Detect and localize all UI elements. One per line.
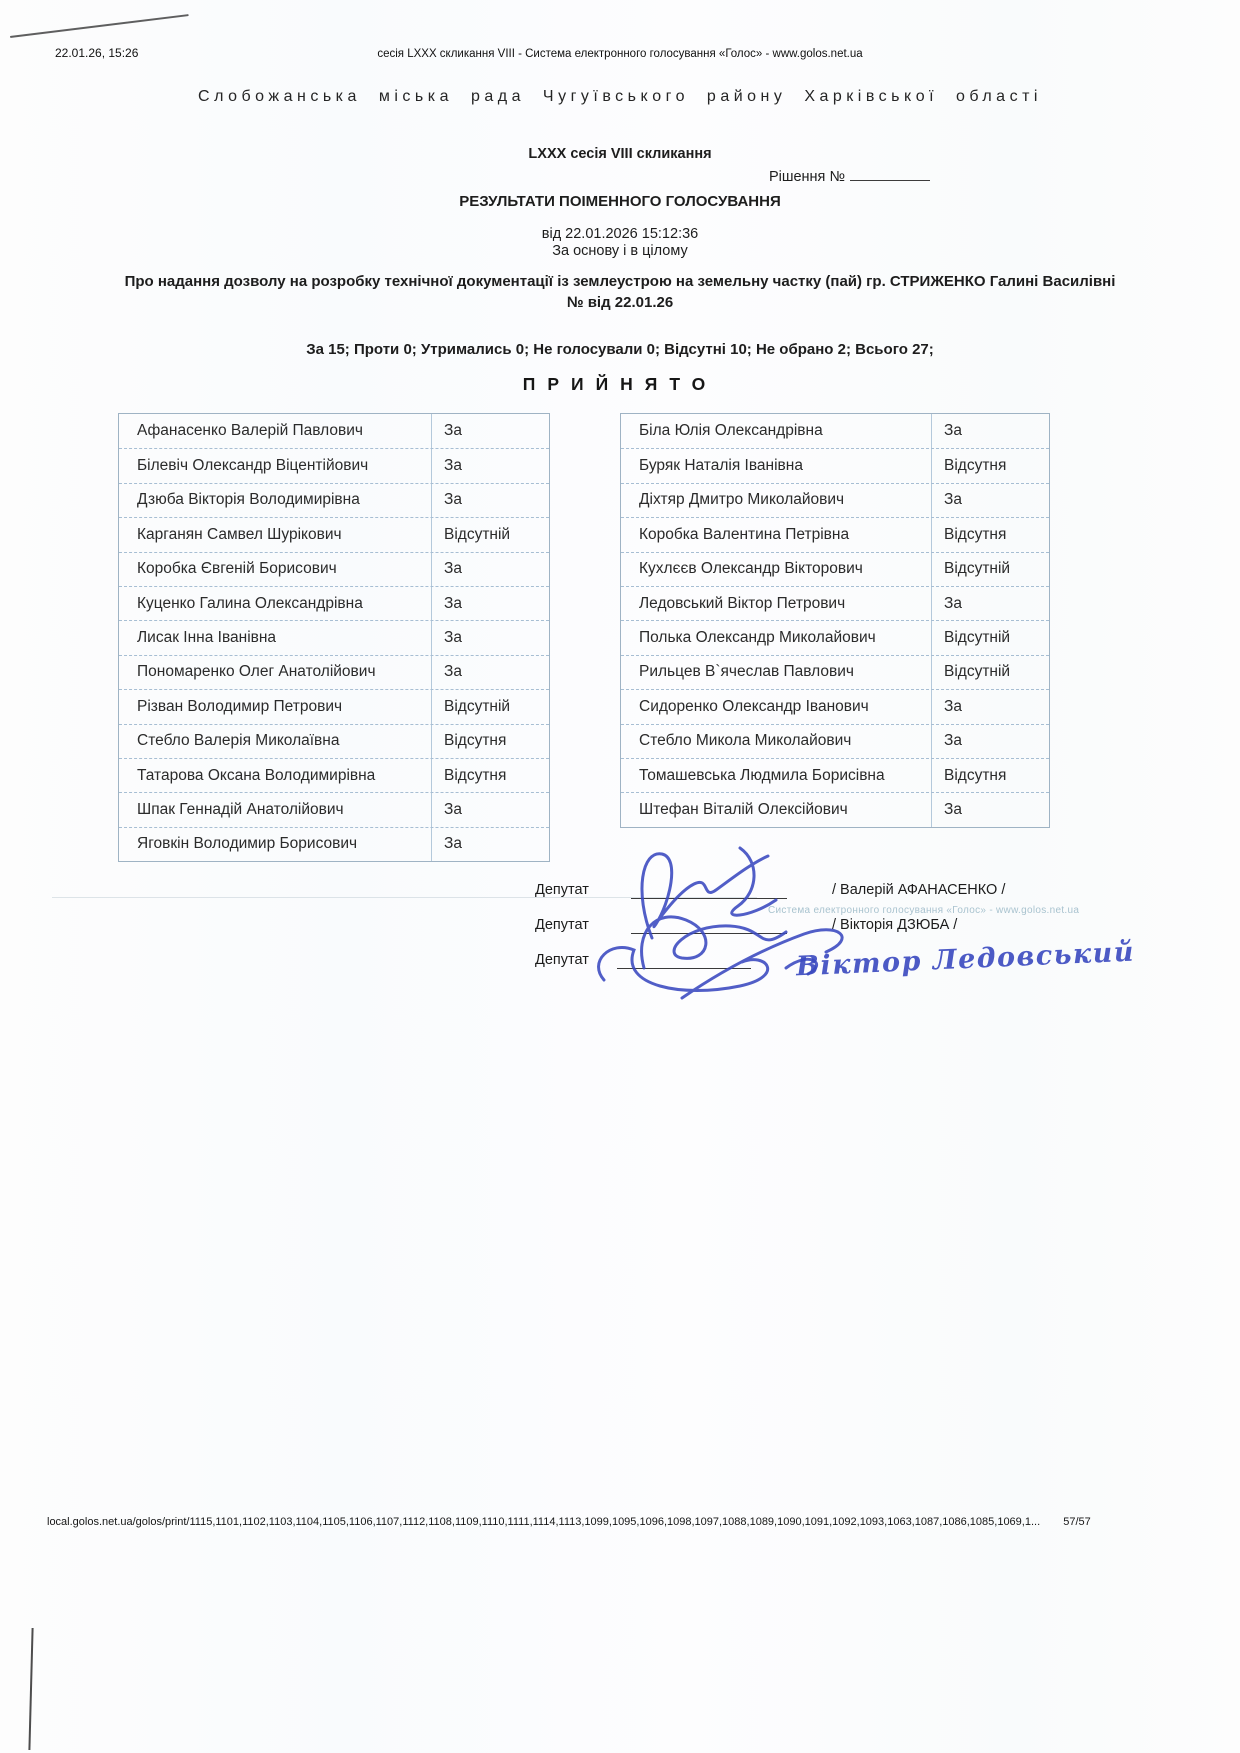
deputy-name: Сидоренко Олександр Іванович bbox=[639, 697, 869, 715]
table-row bbox=[119, 827, 549, 861]
table-row bbox=[119, 689, 549, 723]
vote-value: Відсутня bbox=[931, 759, 1049, 792]
table-row bbox=[621, 414, 1049, 448]
deputy-name: Томашевська Людмила Борисівна bbox=[639, 766, 885, 784]
vote-value: Відсутній bbox=[931, 621, 1049, 654]
table-row bbox=[621, 758, 1049, 792]
deputy-name: Карганян Самвел Шурікович bbox=[137, 525, 342, 543]
vote-value: За bbox=[931, 587, 1049, 620]
deputy-name: Яговкін Володимир Борисович bbox=[137, 835, 358, 853]
vote-value: За bbox=[431, 621, 549, 654]
vote-value: За bbox=[931, 725, 1049, 758]
table-row bbox=[119, 414, 549, 448]
table-row bbox=[119, 655, 549, 689]
deputy-name: Штефан Віталій Олексійович bbox=[639, 800, 848, 818]
table-row bbox=[621, 689, 1049, 723]
signature-name: / Вікторія ДЗЮБА / bbox=[832, 916, 958, 933]
deputy-name: Полька Олександр Миколайович bbox=[639, 629, 876, 647]
subject-number-line: № від 22.01.26 bbox=[566, 294, 674, 312]
subject-block bbox=[115, 272, 1125, 314]
vote-value: За bbox=[431, 414, 549, 448]
scan-artifact-line-bottom bbox=[28, 1628, 33, 1750]
handwritten-signature-name: Віктор Ледовський bbox=[795, 936, 1136, 983]
results-heading: РЕЗУЛЬТАТИ ПОІМЕННОГО ГОЛОСУВАННЯ bbox=[459, 193, 781, 210]
vote-value: За bbox=[431, 656, 549, 689]
deputy-name: Стебло Валерія Миколаївна bbox=[137, 732, 340, 750]
table-row bbox=[621, 620, 1049, 654]
vote-value: За bbox=[431, 587, 549, 620]
deputy-name: Коробка Валентина Петрівна bbox=[639, 525, 850, 543]
deputy-name: Татарова Оксана Володимирівна bbox=[137, 766, 376, 784]
deputy-name: Коробка Євгеній Борисович bbox=[137, 560, 337, 578]
vote-value: Відсутня bbox=[931, 449, 1049, 482]
deputy-name: Афанасенко Валерій Павлович bbox=[137, 422, 363, 440]
vote-value: За bbox=[431, 484, 549, 517]
print-footer-url: local.golos.net.ua/golos/print/1115,1101,1102,1103,1104,1105,1106,1107,1112,1108,1109,1110,1111,1114,1113,1099,1095,1096,1098,1097,1088,1089,1090,1091,1092,1093,1063,1087,1086,1085,1069,1... bbox=[47, 1516, 1041, 1528]
vote-value: За bbox=[931, 793, 1049, 826]
vote-table-right bbox=[620, 413, 1050, 828]
vote-value: За bbox=[431, 828, 549, 861]
vote-value: Відсутній bbox=[931, 553, 1049, 586]
vote-basis-line: За основу і в цілому bbox=[552, 243, 688, 259]
vote-table-left bbox=[118, 413, 550, 862]
vote-value: За bbox=[931, 484, 1049, 517]
table-row bbox=[621, 517, 1049, 551]
vote-value: Відсутній bbox=[431, 518, 549, 551]
vote-value: Відсутній bbox=[931, 656, 1049, 689]
scan-artifact-line-top bbox=[10, 14, 189, 38]
deputy-label: Депутат bbox=[535, 916, 589, 933]
table-row bbox=[621, 483, 1049, 517]
table-row bbox=[621, 792, 1049, 826]
vote-value: Відсутній bbox=[431, 690, 549, 723]
council-title: Слобожанська міська рада Чугуївського району Харківської області bbox=[198, 88, 1042, 105]
table-row bbox=[119, 517, 549, 551]
signature-line bbox=[631, 916, 787, 934]
table-row bbox=[119, 792, 549, 826]
signature-row bbox=[535, 872, 1135, 907]
deputy-label: Депутат bbox=[535, 951, 589, 968]
vote-value: За bbox=[431, 553, 549, 586]
table-row bbox=[119, 758, 549, 792]
deputy-name: Кухлєєв Олександр Вікторович bbox=[639, 560, 863, 578]
deputy-name: Дзюба Вікторія Володимирівна bbox=[137, 491, 360, 509]
deputy-name: Буряк Наталія Іванівна bbox=[639, 457, 803, 475]
deputy-name: Біла Юлія Олександрівна bbox=[639, 422, 823, 440]
deputy-name: Куценко Галина Олександрівна bbox=[137, 594, 363, 612]
deputy-name: Рильцев В`ячеслав Павлович bbox=[639, 663, 854, 681]
table-row bbox=[119, 724, 549, 758]
vote-result-status: ПРИЙНЯТО bbox=[522, 374, 718, 394]
deputy-name: Шпак Геннадій Анатолійович bbox=[137, 800, 344, 818]
table-row bbox=[621, 552, 1049, 586]
signature-row bbox=[535, 936, 1136, 983]
deputy-name: Пономаренко Олег Анатолійович bbox=[137, 663, 376, 681]
deputy-name: Стебло Микола Миколайович bbox=[639, 732, 852, 750]
vote-value: За bbox=[431, 793, 549, 826]
vote-summary-line: За 15; Проти 0; Утримались 0; Не голосували 0; Відсутні 10; Не обрано 2; Всього 27; bbox=[306, 341, 934, 358]
session-title: LXXX сесія VIII скликання bbox=[528, 146, 712, 162]
deputy-label: Депутат bbox=[535, 881, 589, 898]
vote-value: За bbox=[931, 414, 1049, 448]
signatures-block bbox=[535, 872, 1136, 983]
table-row bbox=[621, 655, 1049, 689]
decision-number-row bbox=[769, 166, 930, 185]
table-row bbox=[621, 448, 1049, 482]
signature-line bbox=[617, 951, 751, 969]
deputy-name: Білевіч Олександр Віцентійович bbox=[137, 457, 369, 475]
table-row bbox=[119, 586, 549, 620]
subject-text: Про надання дозволу на розробку технічної документації із землеустрою на земельну частку (пай) гр. СТРИЖЕНКО Галині Василівні bbox=[124, 273, 1116, 290]
deputy-name: Діхтяр Дмитро Миколайович bbox=[639, 491, 845, 509]
signature-line bbox=[631, 881, 787, 899]
watermark-text: Система електронного голосування «Голос» - www.golos.net.ua bbox=[768, 905, 1080, 916]
print-datetime: 22.01.26, 15:26 bbox=[55, 46, 139, 60]
vote-value: За bbox=[931, 690, 1049, 723]
deputy-name: Різван Володимир Петрович bbox=[137, 697, 343, 715]
table-row bbox=[119, 552, 549, 586]
vote-value: За bbox=[431, 449, 549, 482]
vote-datetime-line: від 22.01.2026 15:12:36 bbox=[541, 226, 699, 242]
deputy-name: Лисак Інна Іванівна bbox=[137, 629, 277, 647]
table-row bbox=[119, 620, 549, 654]
decision-number-blank-line bbox=[850, 166, 930, 181]
vote-value: Відсутня bbox=[931, 518, 1049, 551]
table-row bbox=[119, 483, 549, 517]
print-page-title: сесія LXXX скликання VIII - Система електронного голосування «Голос» - www.golos.net.ua bbox=[377, 48, 863, 60]
print-page-number: 57/57 bbox=[1063, 1516, 1091, 1528]
table-row bbox=[621, 724, 1049, 758]
table-row bbox=[119, 448, 549, 482]
decision-number-label: Рішення № bbox=[768, 169, 845, 185]
deputy-name: Ледовський Віктор Петрович bbox=[639, 594, 846, 612]
table-row bbox=[621, 586, 1049, 620]
vote-value: Відсутня bbox=[431, 725, 549, 758]
signature-name: / Валерій АФАНАСЕНКО / bbox=[832, 881, 1006, 898]
vote-value: Відсутня bbox=[431, 759, 549, 792]
print-footer bbox=[47, 1516, 1193, 1528]
